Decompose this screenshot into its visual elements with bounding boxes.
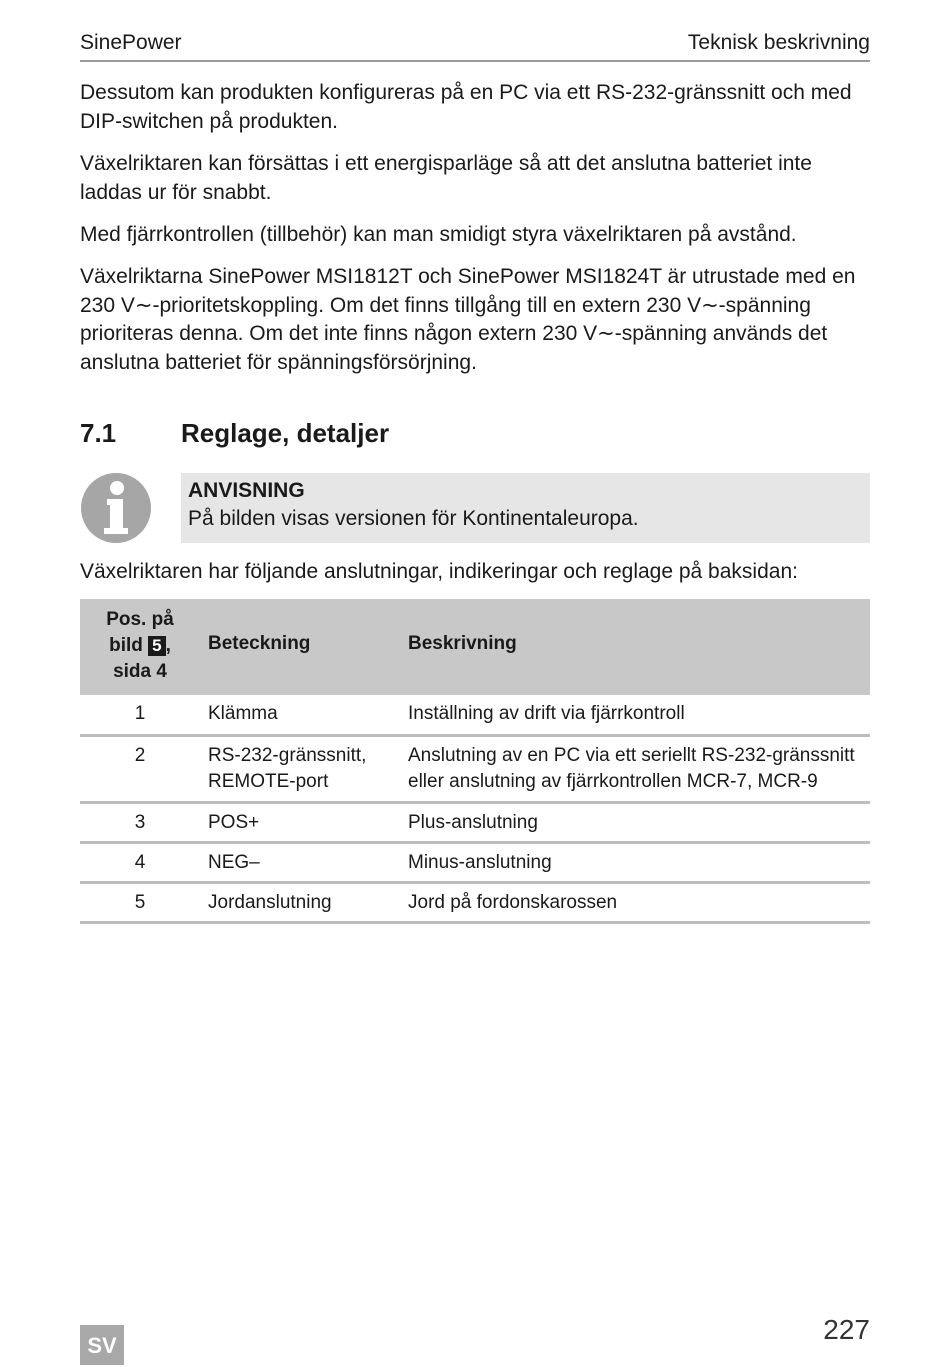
table-row [80, 695, 870, 737]
table-intro: Växelriktaren har följande anslutningar, indikeringar och reglage på baksidan: [80, 560, 798, 583]
row-designation: Jordanslutning [208, 892, 332, 913]
header-designation: Beteckning [208, 633, 311, 654]
header-position-suffix: , [165, 635, 171, 656]
row-designation: RS-232-gränssnitt, REMOTE-port [208, 745, 367, 792]
header-chapter-title: Teknisk beskrivning [687, 31, 870, 54]
header-position [80, 607, 200, 685]
header-position-line1: Pos. på [106, 609, 174, 630]
paragraph-configuration: Dessutom kan produkten konfigureras på en PC via ett RS-232-gränssnitt och med DIP-switchen på produkten. [80, 81, 852, 133]
notice-box [181, 473, 870, 543]
row-description: Minus-anslutning [408, 852, 552, 873]
row-description: Jord på fordonskarossen [408, 892, 618, 913]
row-description: Plus-anslutning [408, 812, 538, 833]
page-header [80, 28, 870, 62]
paragraph-priority-switching: Växelriktarna SinePower MSI1812T och SinePower MSI1824T är utrustade med en 230 V∼-prioritetskoppling. Om det finns tillgång till en extern 230 V∼-spänning prioriteras denna. Om det inte finns någon extern 230 V∼-spänning används det anslutna batteriet för spänningsförsörjning. [80, 265, 856, 374]
language-badge: SV [80, 1325, 124, 1365]
row-position: 2 [134, 745, 146, 766]
info-icon [80, 472, 152, 544]
paragraph-energy-saving: Växelriktaren kan försättas i ett energisparläge så att det anslutna batteriet inte laddas ur för snabbt. [80, 152, 812, 204]
header-position-line3: sida 4 [113, 661, 167, 682]
connections-table [80, 599, 870, 924]
row-position: 5 [134, 892, 146, 913]
page-number: 227 [823, 1314, 870, 1345]
row-description: Anslutning av en PC via ett seriellt RS-232-gränssnitt eller anslutning av fjärrkontrollen MCR-7, MCR-9 [408, 745, 855, 792]
table-row [80, 844, 870, 884]
header-position-prefix: bild [109, 635, 143, 656]
section-title: Reglage, detaljer [181, 418, 390, 448]
section-number: 7.1 [80, 418, 117, 448]
header-position-line2 [80, 633, 200, 659]
row-designation: NEG– [208, 852, 260, 873]
table-header-row [80, 599, 870, 695]
table-row [80, 804, 870, 844]
row-designation: POS+ [208, 812, 260, 833]
table-row [80, 884, 870, 924]
row-description: Inställning av drift via fjärrkontroll [408, 703, 685, 724]
header-description: Beskrivning [408, 633, 517, 654]
figure-number-badge: 5 [148, 636, 165, 656]
notice-text: På bilden visas versionen för Kontinentaleuropa. [188, 507, 639, 530]
table-row [80, 737, 870, 804]
row-position: 1 [134, 703, 146, 724]
row-position: 4 [134, 852, 146, 873]
header-product-name: SinePower [80, 31, 182, 54]
paragraph-remote-control: Med fjärrkontrollen (tillbehör) kan man smidigt styra växelriktaren på avstånd. [80, 223, 797, 246]
row-designation: Klämma [208, 703, 278, 724]
notice-title: ANVISNING [188, 479, 305, 502]
row-position: 3 [134, 812, 146, 833]
